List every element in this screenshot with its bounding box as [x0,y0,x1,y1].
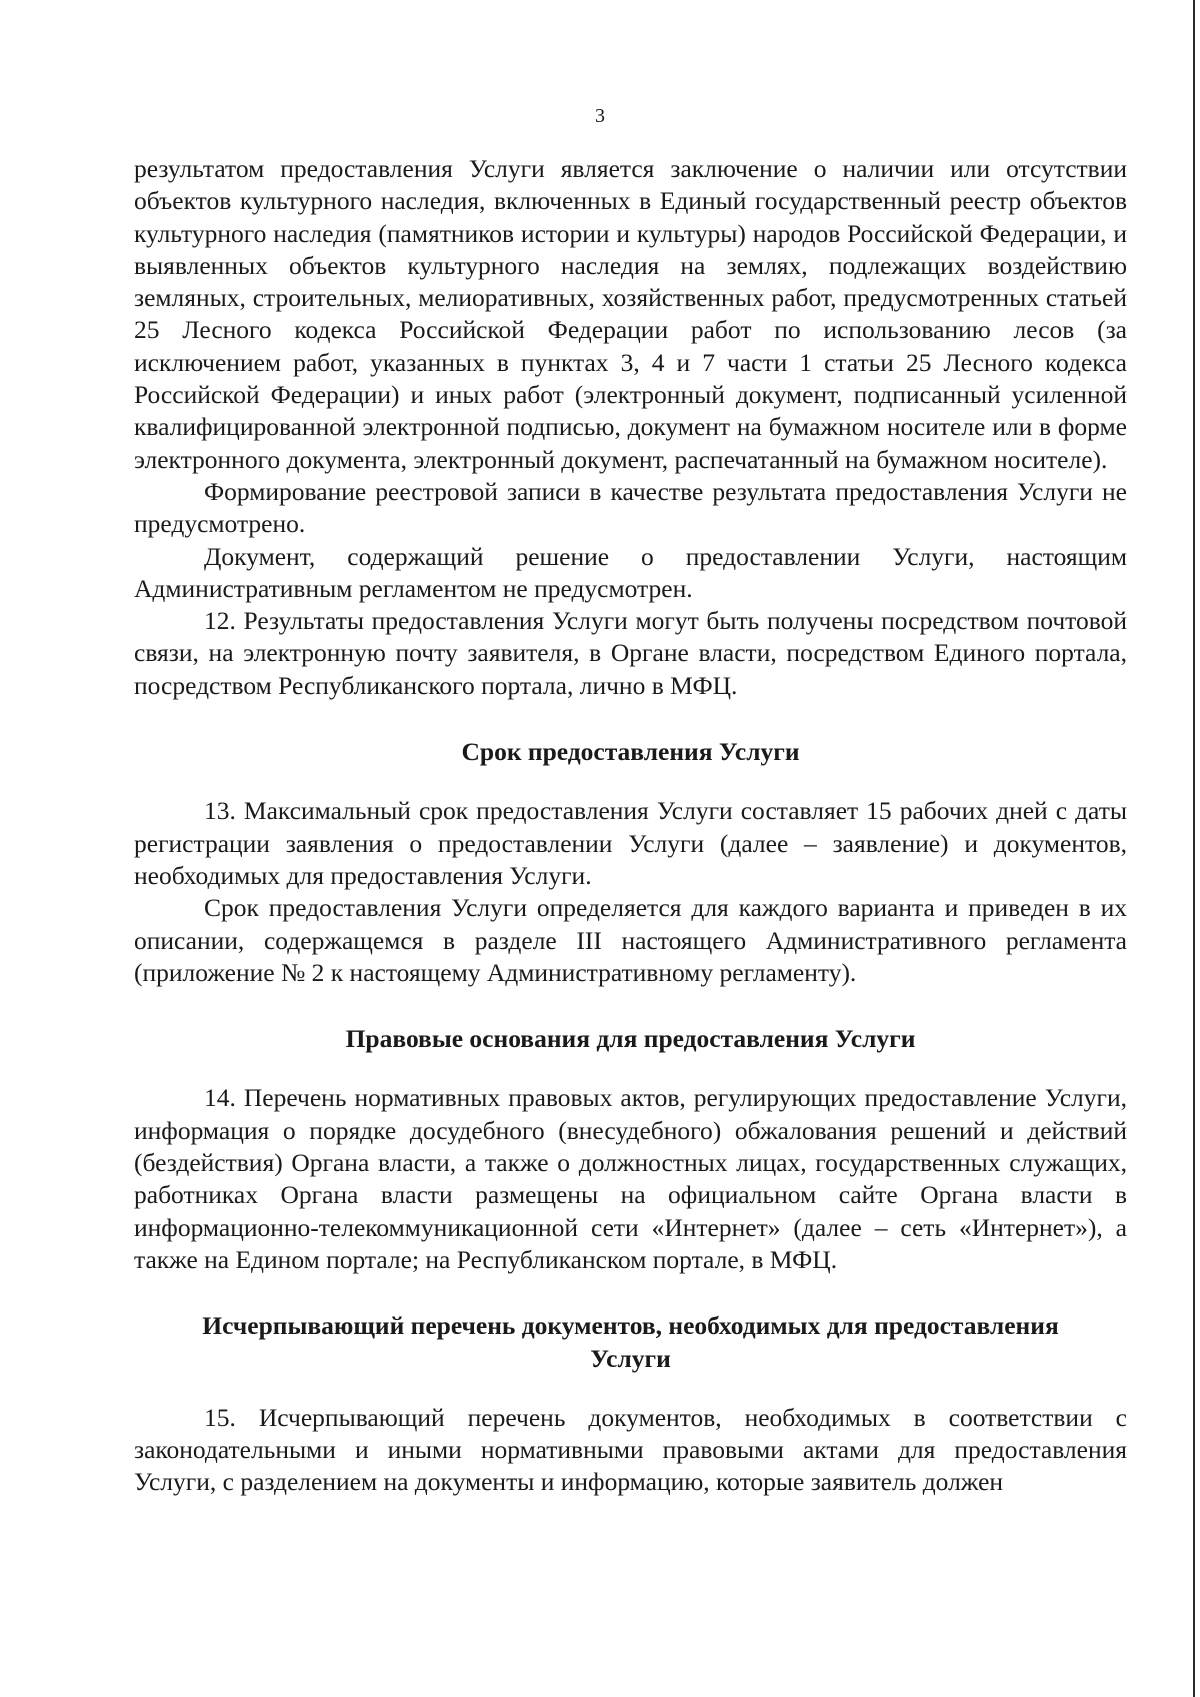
heading-documents-list-line2: Услуги [590,1343,671,1373]
paragraph-14: 14. Перечень нормативных правовых актов, регулирующих предоставление Услуги, информация о порядке досудебного (внесудебного) обжалования решений и действий (бездействия) Органа власти, а также о должностных лицах, государственных служащих, работниках Органа власти размещены на официальном сайте Органа власти в информационно-телекоммуникационной сети «Интернет» (далее – сеть «Интернет»), а также на Едином портале; на Республиканском портале, в МФЦ. [134,1083,1127,1274]
page-number: 3 [595,105,605,127]
document-body [134,153,1127,1499]
heading-documents-list [134,1310,1127,1375]
paragraph-12: 12. Результаты предоставления Услуги могут быть получены посредством почтовой связи, на электронную почту заявителя, в Органе власти, посредством Единого портала, посредством Республиканского портала, лично в МФЦ. [134,606,1127,700]
paragraph-result-description: результатом предоставления Услуги является заключение о наличии или отсутствии объектов культурного наследия, включенных в Единый государственный реестр объектов культурного наследия (памятников истории и культуры) народов Российской Федерации, и выявленных объектов культурного наследия на землях, подлежащих воздействию земляных, строительных, мелиоративных, хозяйственных работ, предусмотренных статьей 25 Лесного кодекса Российской Федерации работ по использованию лесов (за исключением работ, указанных в пунктах 3, 4 и 7 части 1 статьи 25 Лесного кодекса Российской Федерации) и иных работ (электронный документ, подписанный усиленной квалифицированной электронной подписью, документ на бумажном носителе или в форме электронного документа, электронный документ, распечатанный на бумажном носителе). [134,154,1127,474]
paragraph-15: 15. Исчерпывающий перечень документов, необходимых в соответствии с законодательными и иными нормативными правовыми актами для предоставления Услуги, с разделением на документы и информацию, которые заявитель должен [134,1402,1127,1497]
paragraph-registry-record: Формирование реестровой записи в качестве результата предоставления Услуги не предусмотрено. [134,476,1127,539]
paragraph-term-variants: Срок предоставления Услуги определяется для каждого варианта и приведен в их описании, содержащемся в разделе III настоящего Административного регламента (приложение № 2 к настоящему Административному регламенту). [134,893,1127,987]
heading-legal-basis: Правовые основания для предоставления Услуги [345,1024,916,1054]
heading-service-term: Срок предоставления Услуги [461,737,800,767]
paragraph-decision-document: Документ, содержащий решение о предоставлении Услуги, настоящим Административным регламентом не предусмотрен. [134,541,1127,603]
paragraph-13: 13. Максимальный срок предоставления Услуги составляет 15 рабочих дней с даты регистрации заявления о предоставлении Услуги (далее – заявление) и документов, необходимых для предоставления Услуги. [134,796,1127,890]
page-edge-line [1193,0,1195,1697]
heading-documents-list-line1: Исчерпывающий перечень документов, необходимых для предоставления [202,1311,1059,1341]
